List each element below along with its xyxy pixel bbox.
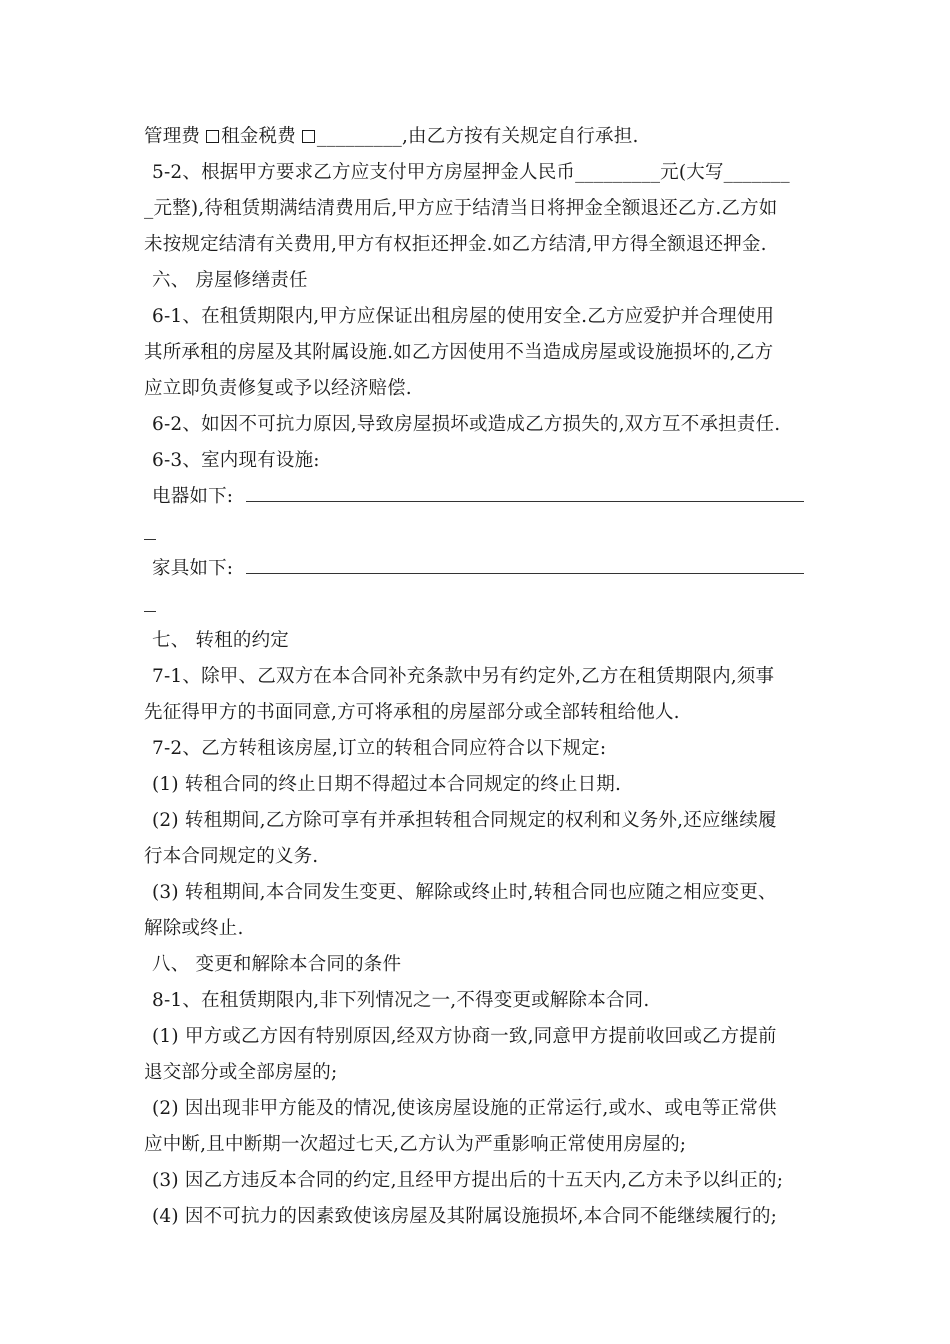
clause-8-1-item-1-line-1: (1) 甲方或乙方因有特别原因,经双方协商一致,同意甲方提前收回或乙方提前 — [152, 1026, 777, 1047]
appliances-fill-line[interactable] — [246, 501, 804, 502]
section-8-heading: 八、 变更和解除本合同的条件 — [152, 954, 402, 975]
clause-6-2: 6-2、如因不可抗力原因,导致房屋损坏或造成乙方损失的,双方互不承担责任. — [152, 414, 781, 435]
clause-8-1-item-1-line-2: 退交部分或全部房屋的; — [144, 1062, 338, 1083]
clause-7-2-item-2-line-2: 行本合同规定的义务. — [144, 846, 319, 867]
clause-7-1-line-2: 先征得甲方的书面同意,方可将承租的房屋部分或全部转租给他人. — [144, 702, 680, 723]
appliances-fill-line-continued — [144, 539, 156, 540]
furniture-fill-line-continued — [144, 611, 156, 612]
clause-5-2-line-3: 未按规定结清有关费用,甲方有权拒还押金.如乙方结清,甲方得全额退还押金. — [144, 234, 767, 255]
section-7-heading: 七、 转租的约定 — [152, 630, 289, 651]
checkbox-rent-tax[interactable] — [206, 130, 219, 143]
clause-6-1-line-3: 应立即负责修复或予以经济赔偿. — [144, 378, 412, 399]
furniture-label: 家具如下: — [152, 558, 234, 579]
clause-8-1-item-2-line-1: (2) 因出现非甲方能及的情况,使该房屋设施的正常运行,或水、或电等正常供 — [152, 1098, 777, 1119]
clause-6-3: 6-3、室内现有设施: — [152, 450, 320, 471]
furniture-fill-line[interactable] — [246, 573, 804, 574]
clause-7-2-item-2-line-1: (2) 转租期间,乙方除可享有并承担转租合同规定的权利和义务外,还应继续履 — [152, 810, 777, 831]
clause-6-1-line-2: 其所承租的房屋及其附属设施.如乙方因使用不当造成房屋或设施损坏的,乙方 — [144, 342, 774, 363]
section-6-heading: 六、 房屋修缮责任 — [152, 270, 308, 291]
clause-8-1-item-4: (4) 因不可抗力的因素致使该房屋及其附属设施损坏,本合同不能继续履行的; — [152, 1206, 778, 1227]
appliances-label: 电器如下: — [152, 486, 234, 507]
fee-text-rent-tax: 租金税费 — [221, 126, 296, 147]
clause-6-1-line-1: 6-1、在租赁期限内,甲方应保证出租房屋的使用安全.乙方应爱护并合理使用 — [152, 306, 775, 327]
clause-5-2-line-1: 5-2、根据甲方要求乙方应支付甲方房屋押金人民币_________元(大写_______ — [152, 162, 790, 183]
fee-line — [144, 126, 639, 148]
clause-5-2-line-2: _元整),待租赁期满结清费用后,甲方应于结清当日将押金全额退还乙方.乙方如 — [144, 198, 778, 219]
fee-text-other: _________,由乙方按有关规定自行承担. — [316, 126, 639, 147]
clause-8-1-item-2-line-2: 应中断,且中断期一次超过七天,乙方认为严重影响正常使用房屋的; — [144, 1134, 687, 1155]
clause-8-1: 8-1、在租赁期限内,非下列情况之一,不得变更或解除本合同. — [152, 990, 650, 1011]
clause-7-2: 7-2、乙方转租该房屋,订立的转租合同应符合以下规定: — [152, 738, 607, 759]
clause-7-1-line-1: 7-1、除甲、乙双方在本合同补充条款中另有约定外,乙方在租赁期限内,须事 — [152, 666, 775, 687]
clause-7-2-item-1: (1) 转租合同的终止日期不得超过本合同规定的终止日期. — [152, 774, 622, 795]
clause-7-2-item-3-line-2: 解除或终止. — [144, 918, 244, 939]
clause-7-2-item-3-line-1: (3) 转租期间,本合同发生变更、解除或终止时,转租合同也应随之相应变更、 — [152, 882, 777, 903]
fee-text-management: 管理费 — [144, 126, 201, 147]
clause-8-1-item-3: (3) 因乙方违反本合同的约定,且经甲方提出后的十五天内,乙方未予以纠正的; — [152, 1170, 784, 1191]
checkbox-other[interactable] — [302, 130, 315, 143]
